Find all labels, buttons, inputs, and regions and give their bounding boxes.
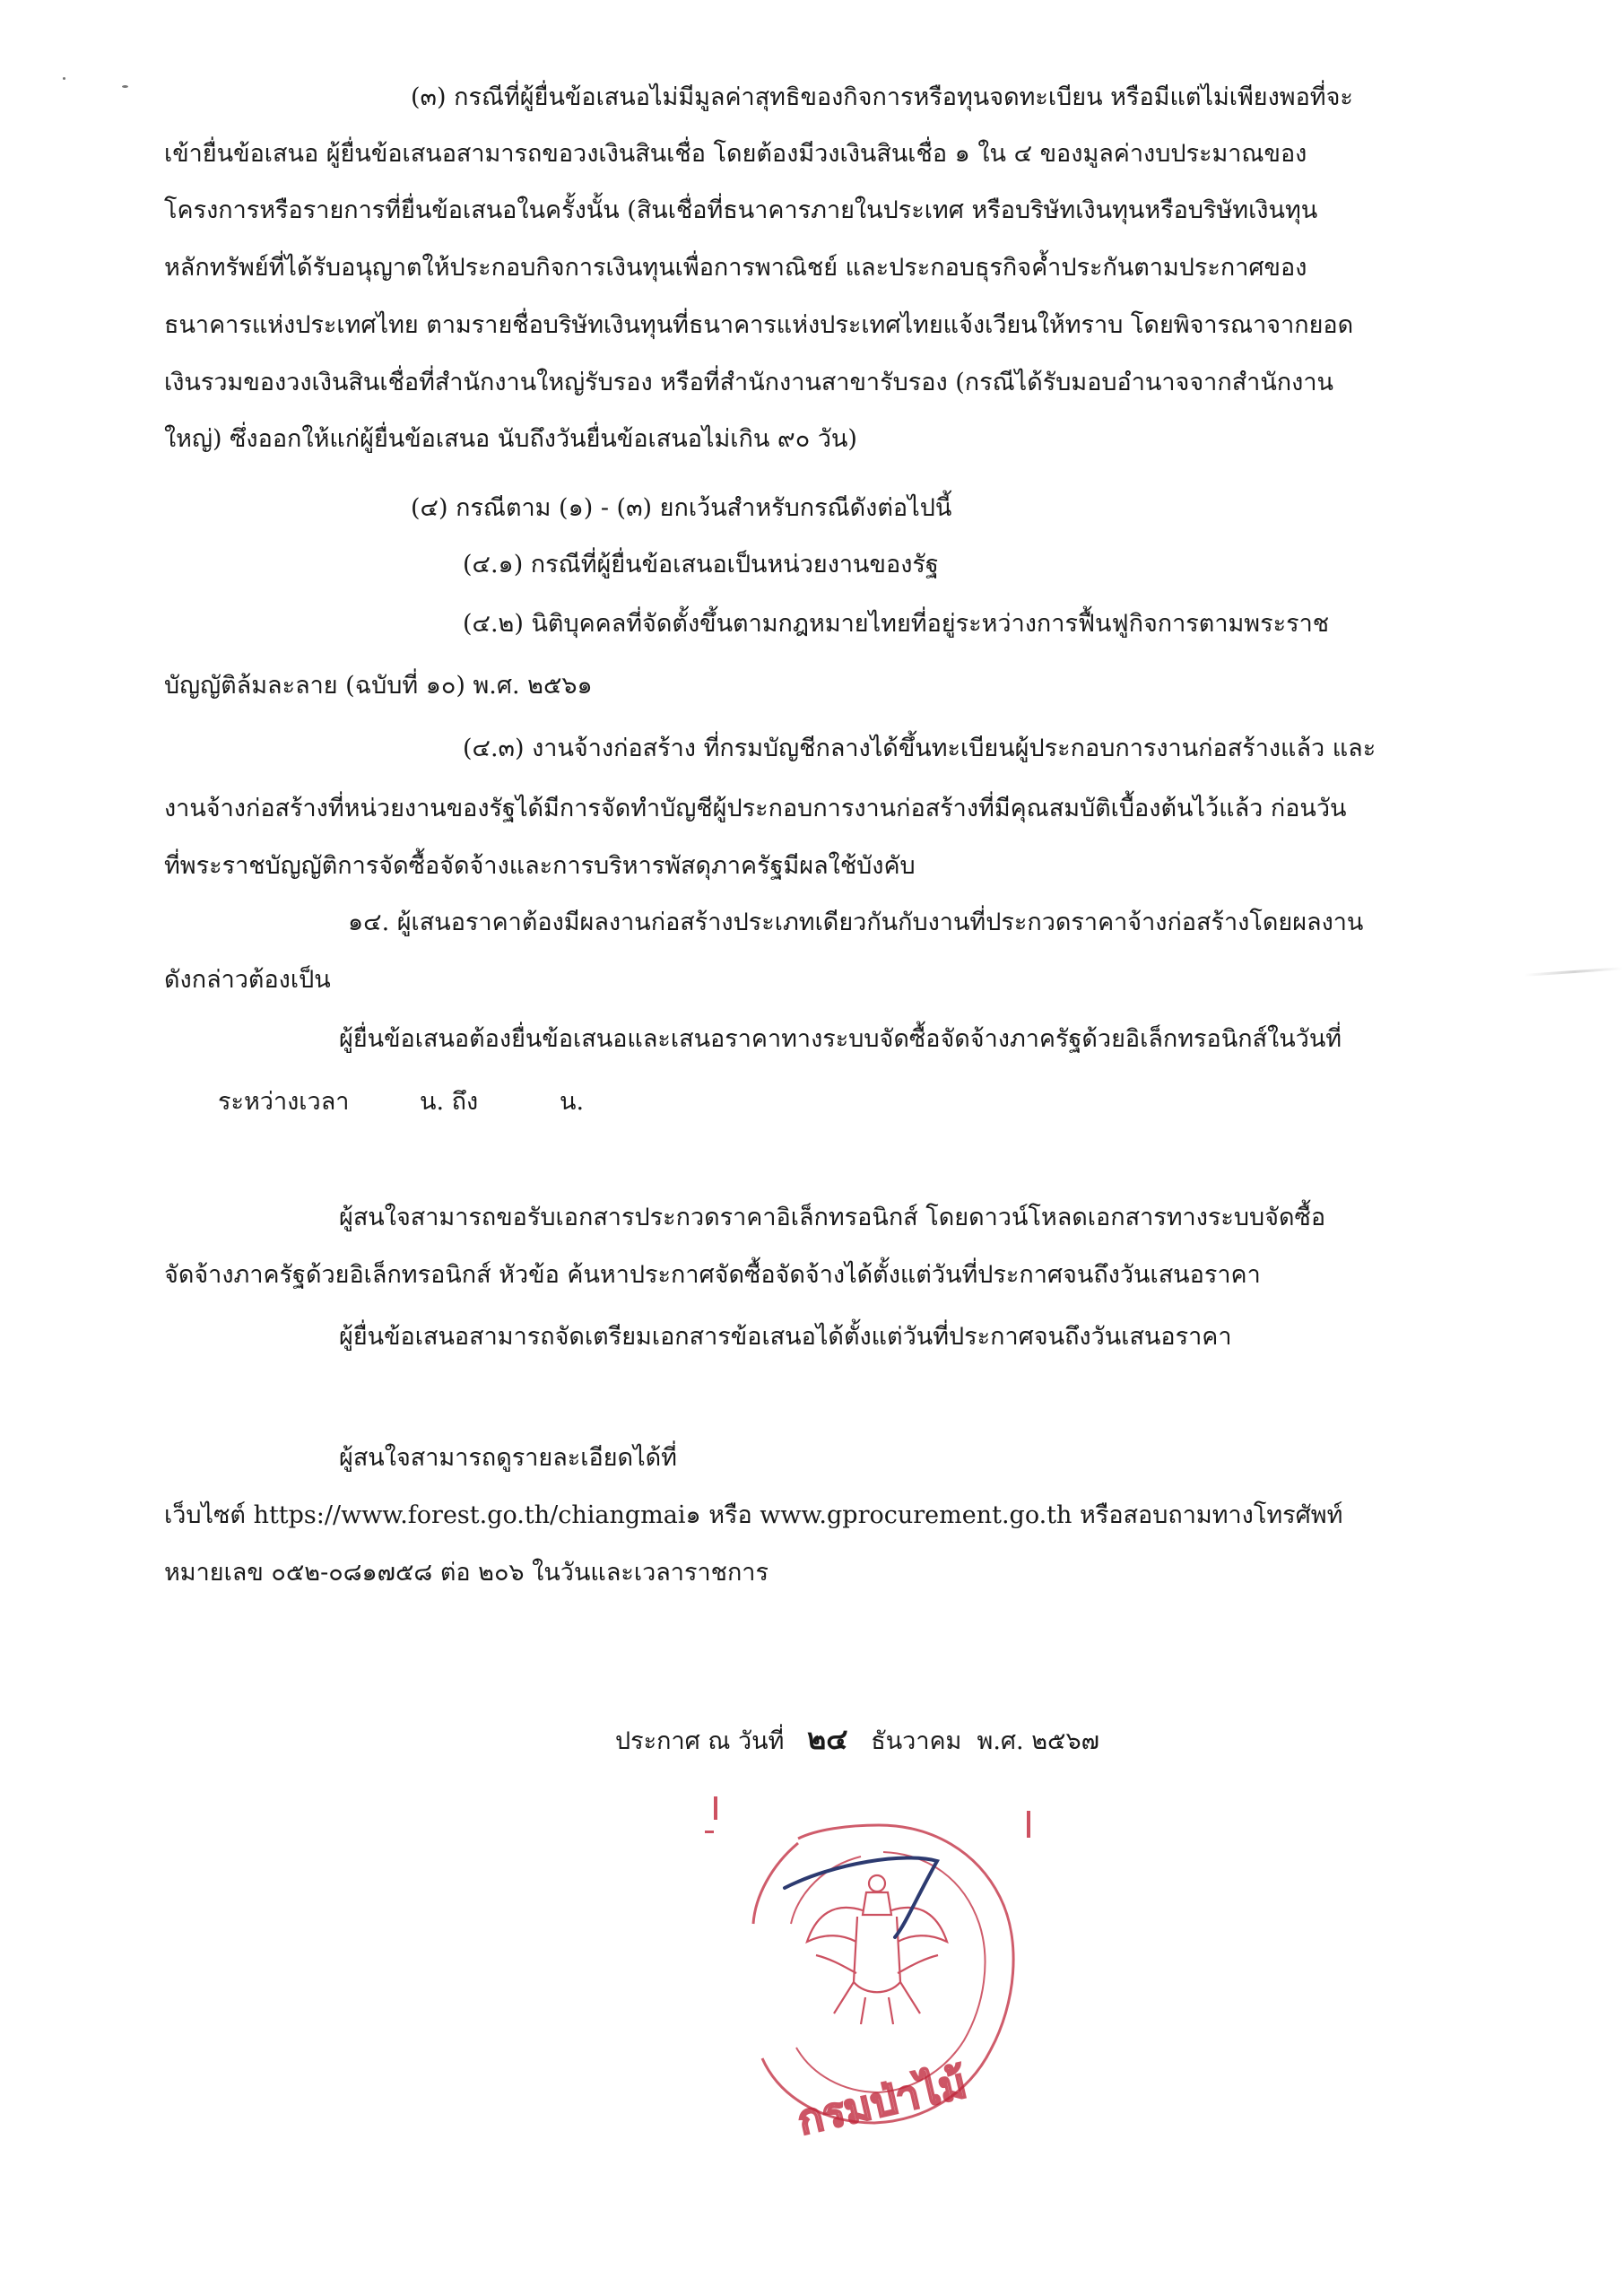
or-label: หรือ	[708, 1501, 752, 1529]
official-seal	[699, 1789, 1040, 2157]
gprocurement-website-link[interactable]: www.gprocurement.go.th	[760, 1501, 1073, 1529]
garuda-emblem	[807, 1875, 947, 2024]
clause-3-line-7: ใหญ่) ซึ่งออกให้แก่ผู้ยื่นข้อเสนอ นับถึงวันยื่นข้อเสนอไม่เกิน ๙๐ วัน)	[164, 425, 857, 453]
clause-3-line-6: เงินรวมของวงเงินสินเชื่อที่สำนักงานใหญ่รับรอง หรือที่สำนักงานสาขารับรอง (กรณีได้รับมอบอำนาจจากสำนักงาน	[164, 369, 1333, 396]
clause-4-3-line-2: งานจ้างก่อสร้างที่หน่วยงานของรัฐได้มีการจัดทำบัญชีผู้ประกอบการงานก่อสร้างที่มีคุณสมบัติเบื้องต้นไว้แล้ว ก่อนวัน	[164, 795, 1347, 822]
submission-time-to-unit: น.	[560, 1088, 585, 1116]
contact-website-line	[164, 1496, 1342, 1535]
signature-stroke	[785, 1858, 937, 1937]
announcement-prefix: ประกาศ ณ วันที่	[615, 1727, 785, 1755]
announcement-date-line	[615, 1719, 1099, 1759]
clause-4-3-line-3: ที่พระราชบัญญัติการจัดซื้อจัดจ้างและการบริหารพัสดุภาครัฐมีผลใช้บังคับ	[164, 852, 916, 880]
announcement-month: ธันวาคม	[871, 1727, 962, 1755]
website-label: เว็บไซต์	[164, 1501, 246, 1529]
clause-4-2-line-2: บัญญัติล้มละลาย (ฉบับที่ ๑๐) พ.ศ. ๒๕๖๑	[164, 672, 593, 700]
documents-line-3: ผู้ยื่นข้อเสนอสามารถจัดเตรียมเอกสารข้อเสนอได้ตั้งแต่วันที่ประกาศจนถึงวันเสนอราคา	[339, 1323, 1232, 1351]
clause-3-line-3: โครงการหรือรายการที่ยื่นข้อเสนอในครั้งนั้น (สินเชื่อที่ธนาคารภายในประเทศ หรือบริษัทเงินทุนหรือบริษัทเงินทุน	[164, 196, 1318, 224]
phone-prefix: หรือสอบถามทางโทรศัพท์	[1080, 1501, 1343, 1529]
clause-3-line-1: (๓) กรณีที่ผู้ยื่นข้อเสนอไม่มีมูลค่าสุทธิของกิจการหรือทุนจดทะเบียน หรือมีแต่ไม่เพียงพอที่จะ	[411, 83, 1353, 111]
documents-line-1: ผู้สนใจสามารถขอรับเอกสารประกวดราคาอิเล็กทรอนิกส์ โดยดาวน์โหลดเอกสารทางระบบจัดซื้อ	[339, 1204, 1326, 1231]
clause-3-line-5: ธนาคารแห่งประเทศไทย ตามรายชื่อบริษัทเงินทุนที่ธนาคารแห่งประเทศไทยแจ้งเวียนให้ทราบ โดยพิจารณาจากยอด	[164, 311, 1354, 339]
submission-time-from-unit: น. ถึง	[420, 1088, 479, 1116]
submission-line: ผู้ยื่นข้อเสนอต้องยื่นข้อเสนอและเสนอราคาทางระบบจัดซื้อจัดจ้างภาครัฐด้วยอิเล็กทรอนิกส์ในวันที่	[339, 1025, 1342, 1053]
svg-text:กรมป่าไม้: กรมป่าไม้	[793, 2058, 971, 2144]
clause-4-2-line-1: (๔.๒) นิติบุคคลที่จัดตั้งขึ้นตามกฎหมายไทยที่อยู่ระหว่างการฟื้นฟูกิจการตามพระราช	[463, 610, 1330, 638]
submission-time-label: ระหว่างเวลา	[218, 1088, 350, 1116]
documents-line-2: จัดจ้างภาครัฐด้วยอิเล็กทรอนิกส์ หัวข้อ ค้นหาประกาศจัดซื้อจัดจ้างได้ตั้งแต่วันที่ประกาศจนถึงวันเสนอราคา	[164, 1261, 1261, 1289]
clause-4-1: (๔.๑) กรณีที่ผู้ยื่นข้อเสนอเป็นหน่วยงานของรัฐ	[463, 551, 939, 578]
clause-14-line-2: ดังกล่าวต้องเป็น	[164, 966, 331, 994]
clause-4-3-line-1: (๔.๓) งานจ้างก่อสร้าง ที่กรมบัญชีกลางได้ขึ้นทะเบียนผู้ประกอบการงานก่อสร้างแล้ว และ	[463, 735, 1376, 762]
announcement-year: พ.ศ. ๒๕๖๗	[977, 1727, 1099, 1755]
clause-3-line-2: เข้ายื่นข้อเสนอ ผู้ยื่นข้อเสนอสามารถขอวงเงินสินเชื่อ โดยต้องมีวงเงินสินเชื่อ ๑ ใน ๔ ของมูลค่างบประมาณของ	[164, 140, 1307, 168]
scan-speck	[63, 77, 65, 80]
scan-scuff	[1524, 967, 1623, 977]
announcement-day: ๒๔	[807, 1722, 848, 1756]
clause-4-intro: (๔) กรณีตาม (๑) - (๓) ยกเว้นสำหรับกรณีดังต่อไปนี้	[411, 494, 952, 522]
contact-intro: ผู้สนใจสามารถดูรายละเอียดได้ที่	[339, 1444, 677, 1472]
clause-3-line-4: หลักทรัพย์ที่ได้รับอนุญาตให้ประกอบกิจการเงินทุนเพื่อการพาณิชย์ และประกอบธุรกิจค้ำประกันตามประกาศของ	[164, 254, 1307, 282]
contact-phone-line: หมายเลข ๐๕๒-๐๘๑๗๕๘ ต่อ ๒๐๖ ในวันและเวลาราชการ	[164, 1559, 769, 1587]
forest-website-link[interactable]: https://www.forest.go.th/chiangmai๑	[253, 1501, 701, 1529]
scan-speck	[122, 85, 128, 88]
clause-14-line-1: ๑๔. ผู้เสนอราคาต้องมีผลงานก่อสร้างประเภทเดียวกันกับงานที่ประกวดราคาจ้างก่อสร้างโดยผลงาน	[348, 909, 1364, 936]
